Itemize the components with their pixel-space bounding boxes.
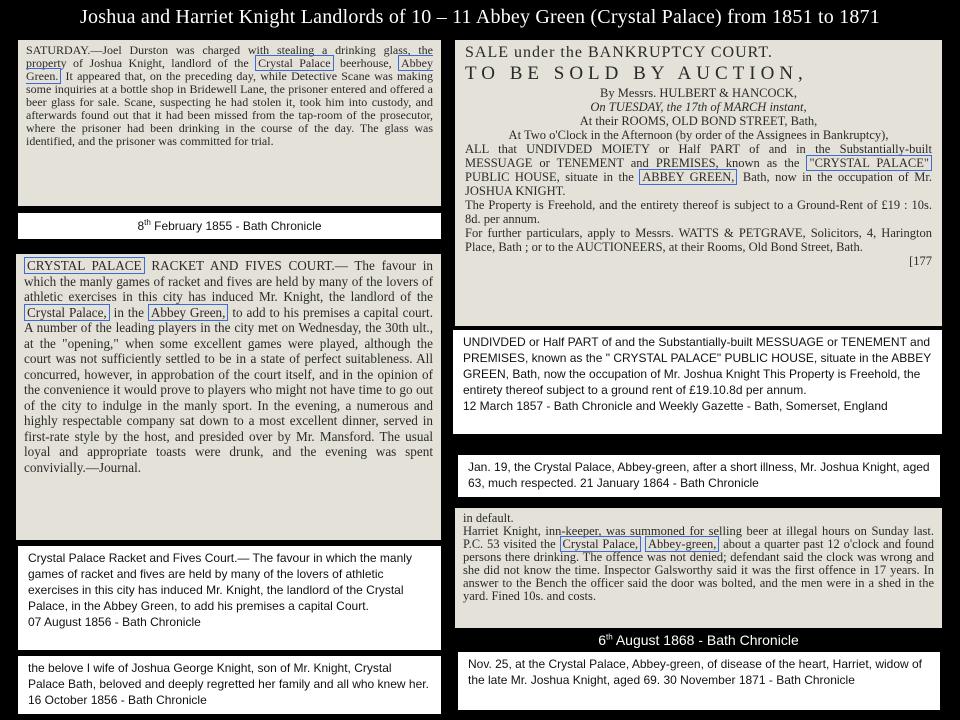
caption-text: February 1855 - Bath Chronicle: [150, 219, 322, 233]
page-title: Joshua and Harriet Knight Landlords of 10 – 11 Abbey Green (Crystal Palace) from 1851 to 1871: [80, 6, 880, 28]
highlight-crystal-palace: "CRYSTAL PALACE": [806, 155, 932, 171]
highlight-abbey-green: Abbey Green,: [148, 304, 229, 321]
highlight-crystal-palace: Crystal Palace,: [560, 536, 642, 552]
auction-freehold: The Property is Freehold, and the entirety thereof is subject to a Ground-Rent of £19 : 10s. 8d. per annum.: [465, 198, 932, 226]
newspaper-clipping-1868: [455, 508, 942, 628]
newspaper-clipping-1856-racket-court: [16, 254, 441, 540]
caption-date: 12 March 1857 - Bath Chronicle and Weekly Gazette - Bath, Somerset, England: [463, 399, 888, 413]
caption-1871-obituary: [458, 652, 940, 710]
highlight-crystal-palace: CRYSTAL PALACE: [24, 257, 145, 274]
auction-venue: At their ROOMS, OLD BOND STREET, Bath,: [579, 114, 818, 128]
caption-1856-obituary: [18, 656, 441, 714]
auction-particulars: For further particulars, apply to Messrs. WATTS & PETGRAVE, Solicitors, 4, Harington Place, Bath ; or to the AUCTIONEERS, at their Rooms, Old Bond Street, Bath.: [465, 226, 932, 254]
clipping-text-part: Harriet Knight, inn-keeper, was summoned for selling beer at illegal hours on Sunday last. P.C. 53 visited the: [463, 524, 934, 551]
auction-title: TO BE SOLD BY AUCTION,: [465, 63, 808, 84]
auction-lot: [465, 142, 932, 198]
clipping-text-part: SATURDAY.—Joel Durston was charged with stealing a drinking glass, the property of Joshua Knight, landlord of the: [26, 43, 433, 70]
highlight-abbey-green: Abbey-green,: [645, 536, 719, 552]
caption-1864-obituary: [458, 455, 940, 497]
clipping-text: [24, 258, 433, 475]
caption-1857-auction: [453, 330, 942, 434]
clipping-text: [26, 44, 433, 148]
clipping-text-part: to add to his premises a capital court. A number of the leading players in the city met on Wednesday, the 30th ult., at the "opening," when some excellent games were played, although the court was not sufficiently settled to be in a state of perfect suitableness. All concurred, however, in approbation of the court itself, and in the opinion of the convenience it would prove to players who might not have time to go out of the city to indulge in the manly sport. In the evening, a numerous and highly respectable company sat down to a most excellent dinner, served in first-rate style by the host, and presided over by Mr. Mansford. The usual loyal and appropriate toasts were drunk, and the evening was spent convivially.—Journal.: [24, 304, 434, 475]
clipping-text-part: in the: [109, 304, 148, 320]
caption-day: 6: [598, 632, 607, 648]
auction-date: On TUESDAY, the 17th of MARCH instant,: [590, 100, 807, 114]
clipping-text: [463, 525, 934, 603]
clipping-text-part: Bath, now in the occupation of Mr. JOSHUA KNIGHT.: [465, 170, 932, 198]
highlight-abbey-green: Abbey Green.: [26, 56, 433, 83]
auction-auctioneers: By Messrs. HULBERT & HANCOCK,: [600, 86, 797, 100]
highlight-crystal-palace: Crystal Palace: [255, 55, 333, 71]
auction-time: At Two o'Clock in the Afternoon (by order of the Assignees in Bankruptcy),: [508, 128, 889, 142]
clipping-fragment: in default.: [463, 511, 514, 525]
caption-day: 8: [137, 219, 145, 233]
clipping-heading: RACKET AND FIVES COURT.—: [144, 258, 348, 273]
caption-1868: [455, 630, 942, 650]
auction-heading: SALE under the BANKRUPTCY COURT.: [465, 44, 773, 61]
auction-ref-number: [177: [909, 254, 932, 268]
clipping-text-part: It appeared that, on the preceding day, while Detective Scane was making some inquiries at a bottle shop in Bridewell Lane, the prisoner entered and offered a beer glass for sale. Scane, suspecting he had stolen it, took him into custody, and afterwards found out that it had been missed from the tap-room of the prosecutor, where the prisoner had been drinking in the course of the day. The glass was identified, and the prisoner was committed for trial.: [26, 69, 433, 148]
clipping-text-part: The favour in which the manly games of racket and fives are held by many of the lovers of athletic exercises in this city has induced Mr. Knight, the landlord of the: [24, 258, 433, 304]
clipping-text-part: ALL that UNDIVDED MOIETY or Half PART of and in the Substantially-built MESSUAGE or TENEMENT and PREMISES, known as the: [465, 142, 932, 170]
caption-ordinal: th: [606, 632, 613, 642]
clipping-text-part: PUBLIC HOUSE, situate in the: [465, 170, 640, 184]
caption-text: Jan. 19, the Crystal Palace, Abbey-green, after a short illness, Mr. Joshua Knight, aged 63, much respected. 21 January 1864 - Bath Chronicle: [468, 460, 930, 490]
caption-text: UNDIVDED or Half PART of and the Substantially-built MESSUAGE or TENEMENT and PREMISES, known as the " CRYSTAL PALACE" PUBLIC HOUSE, situate in the ABBEY GREEN, Bath, now the occupation of Mr. Joshua Knight This Property is Freehold, the entirety thereof subject to a ground rent of £19.10.8d per annum.: [463, 335, 932, 397]
highlight-crystal-palace: Crystal Palace,: [24, 304, 110, 321]
newspaper-clipping-1855: [18, 40, 441, 206]
caption-1855: [18, 213, 441, 239]
caption-ordinal: th: [144, 218, 151, 227]
caption-1856-racket-court: [18, 546, 441, 650]
caption-text: Crystal Palace Racket and Fives Court.— The favour in which the manly games of racket and fives are held by many of the lovers of athletic exercises in this city has induced Mr. Knight, the landlord of the Crystal Palace, in the Abbey Green, to add his premises a capital Court.: [28, 551, 412, 613]
clipping-text-part: beerhouse,: [333, 56, 398, 70]
caption-text: Nov. 25, at the Crystal Palace, Abbey-green, of disease of the heart, Harriet, widow of the late Mr. Joshua Knight, aged 69. 30 November 1871 - Bath Chronicle: [468, 657, 923, 687]
caption-text: August 1868 - Bath Chronicle: [612, 632, 799, 648]
highlight-abbey-green: ABBEY GREEN,: [639, 169, 737, 185]
clipping-text-part: about a quarter past 12 o'clock and found persons there drinking. The offence was not denied; defendant said the clock was wrong and she did not know the time. Inspector Galsworthy said it was the first offence in 17 years. In answer to the Bench the officer said the door was bolted, and the men were in a shed in the yard. Fined 10s. and costs.: [463, 537, 934, 603]
caption-text: the belove I wife of Joshua George Knight, son of Mr. Knight, Crystal Palace Bath, beloved and deeply regretted her family and all who knew her. 16 October 1856 - Bath Chronicle: [28, 661, 429, 707]
newspaper-clipping-1857-auction: [455, 40, 942, 326]
caption-date: 07 August 1856 - Bath Chronicle: [28, 615, 201, 629]
